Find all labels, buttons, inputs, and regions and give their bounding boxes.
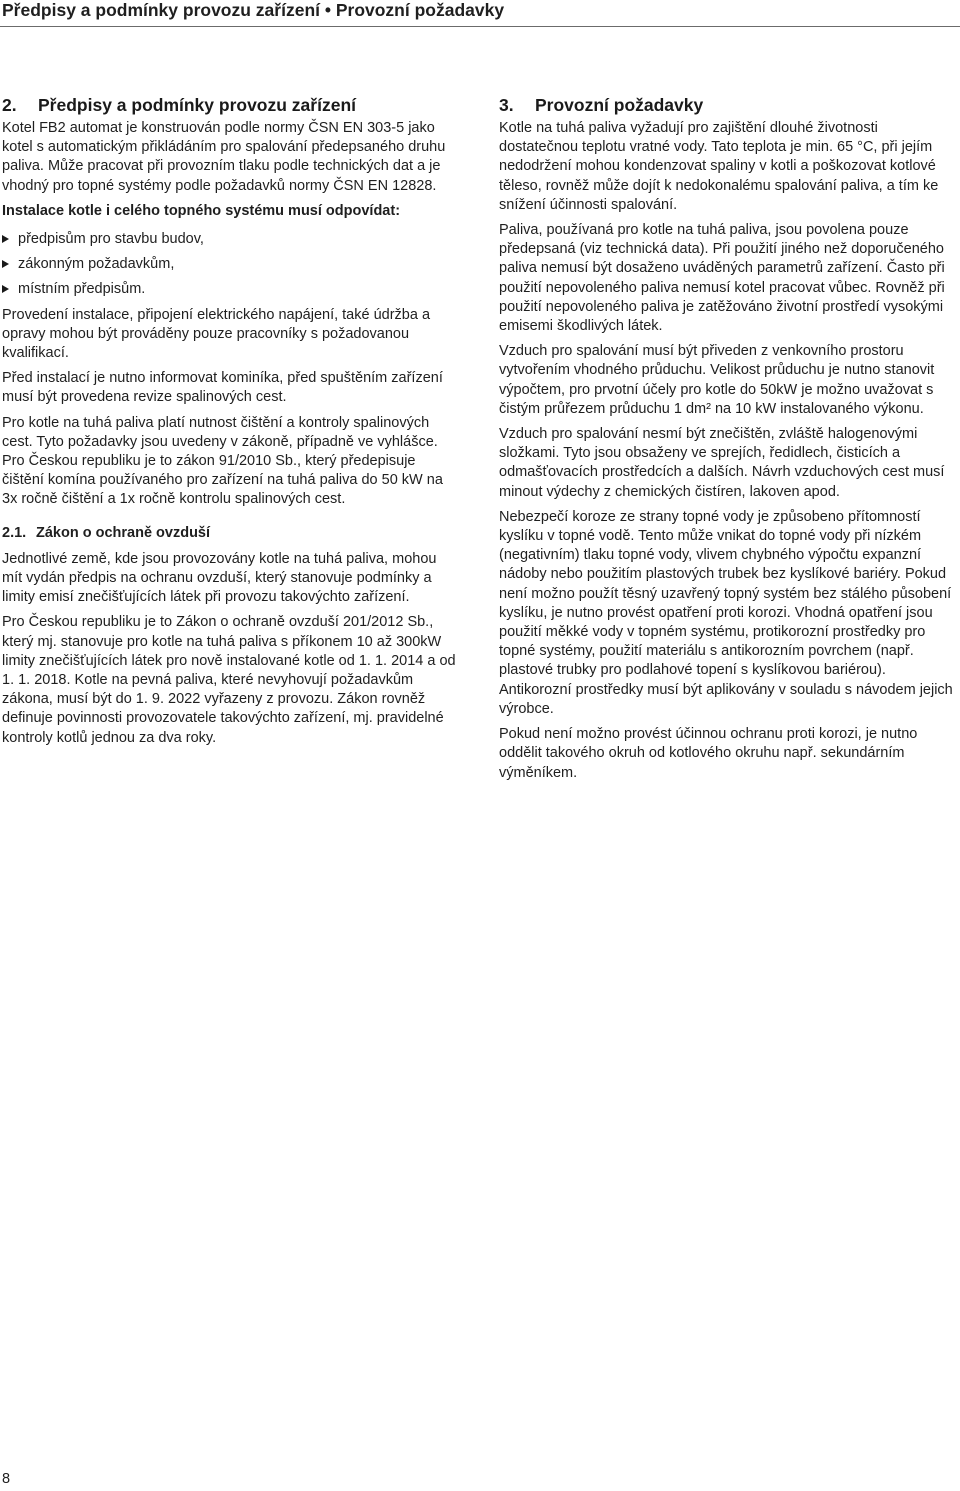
section-3-paragraph: Vzduch pro spalování musí být přiveden z venkovního prostoru vytvořením vhodného průduchu. Velikost průduchu je nutno stanovit výpočtem, pro prvotní účely pro kotle do 50kW je možno uvažovat s čistým průřezem průduchu 1 dm² na 10 kW instalovaného výkonu.: [499, 343, 935, 417]
list-item-text: předpisům pro stavbu budov,: [18, 231, 204, 248]
section-2-1-paragraph-1: Jednotlivé země, kde jsou provozovány kotle na tuhá paliva, mohou mít vydán předpis na ochranu ovzduší, který stanovuje podmínky a limity emisí znečišťujících látek při provozu takovýchto zařízení.: [2, 550, 437, 606]
list-item: [2, 255, 460, 274]
section-3-number: 3.: [499, 95, 514, 115]
section-2-number: 2.: [2, 95, 17, 115]
section-3-paragraph: Vzduch pro spalování nesmí být znečištěn, zvláště halogenovými složkami. Tyto jsou obsaženy ve sprejích, ředidlech, čisticích a odmašťovacích prostředcích a dalších. Návrh vzduchových cest musí minout výdechy z chemických čistíren, lakoven apod.: [499, 426, 945, 500]
section-3-paragraph: Kotle na tuhá paliva vyžadují pro zajištění dlouhé životnosti dostatečnou teplotu vratné vody. Tato teplota je min. 65 °C, při jejím nedodržení mohou kondenzovat spaliny v kotli a poškozovat kotlové těleso, rovněž může dojít k nedokonalému spalování paliva, a tím ke snížení účinnosti spalování.: [499, 120, 939, 213]
section-3-paragraph: Paliva, používaná pro kotle na tuhá paliva, jsou povolena pouze předepsaná (viz technická data). Při použití jiného než doporučeného paliva nemusí být dosaženo uváděných parametrů zařízení. Často při použití nepovoleného paliva nemusí kotel pracovat vůbec. Rovněž při použití nepovoleného paliva je zatěžováno životní prostředí vysokými emisemi škodlivých látek.: [499, 222, 945, 335]
section-2-1-title: Zákon o ochraně ovzduší: [36, 524, 211, 541]
list-item: [2, 230, 460, 249]
paragraph-provedeni: Provedení instalace, připojení elektrického napájení, také údržba a opravy mohou být prováděny pouze pracovníky s požadovanou kvalifikací.: [2, 306, 431, 362]
page-number: 8: [2, 1471, 11, 1487]
section-3-title: Provozní požadavky: [535, 95, 704, 115]
section-2-1-heading: [2, 524, 460, 543]
section-2-1-paragraph-2: Pro Českou republiku je to Zákon o ochraně ovzduší 201/2012 Sb., který mj. stanovuje pro kotle na tuhá paliva s příkonem 10 až 300kW limity znečišťujících látek pro nově instalované kotle od 1. 1. 2014 a od 1. 1. 2018. Kotle na pevná paliva, které nevyhovují požadavkům zákona, musí být do 1. 9. 2022 vyřazeny z provozu. Zákon rovněž definuje povinnosti provozovatele takovýchto zařízení, mj. pravidelné kontroly kotlů jednou za dva roky.: [2, 614, 456, 746]
section-3-heading: [499, 94, 957, 116]
paragraph-cisteni: Pro kotle na tuhá paliva platí nutnost čištění a kontroly spalinových cest. Tyto požadavky jsou uvedeny v zákoně, případně ve vyhlášce. Pro Českou republiku je to zákon 91/2010 Sb., který předepisuje čištění komína používaného pro zařízení na tuhá paliva do 50 kW na 3x ročně čištění a 1x ročně kontrolu spalinových cest.: [2, 414, 443, 508]
section-3-paragraph: Nebezpečí koroze ze strany topné vody je způsobeno přítomností kyslíku v topné vodě. Tento může vnikat do topné vody při nízkém (negativním) tlaku topné vody, vlivem chybného výpočtu expanzní nádoby nebo použitím plastových trubek bez kyslíkové bariéry. Pokud není možno použít těsný uzavřený topný systém bez stálého působení kyslíku, je nutno provést opatření proti korozi. Vhodná opatření jsou použití měkké vody v topném systému, protikorozní prostředky pro topné systémy, použití materiálu s antikorozním povrchem (např. plastové trubky pro podlahové topení s kyslíkovou bariérou). Antikorozní prostředky musí být aplikovány v souladu s návodem jejich výrobce.: [499, 508, 953, 717]
triangle-bullet-icon: [2, 285, 9, 293]
list-item-text: zákonným požadavkům,: [18, 256, 175, 273]
section-3-paragraph: Pokud není možno provést účinnou ochranu proti korozi, je nutno oddělit takového okruh od kotlového okruhu např. sekundárním výměníkem.: [499, 726, 918, 781]
section-2-title: Předpisy a podmínky provozu zařízení: [38, 95, 356, 115]
install-requirements-list: [2, 230, 460, 300]
list-item: [2, 280, 460, 299]
list-item-text: místním předpisům.: [18, 281, 146, 298]
install-heading: Instalace kotle i celého topného systému musí odpovídat:: [2, 202, 401, 219]
paragraph-kominik: Před instalací je nutno informovat kominíka, před spuštěním zařízení musí být provedena revize spalinových cest.: [2, 370, 443, 406]
section-2-heading: [2, 94, 460, 116]
section-2-1-number: 2.1.: [2, 524, 27, 541]
triangle-bullet-icon: [2, 260, 9, 268]
right-column: [499, 94, 957, 789]
section-2-intro: Kotel FB2 automat je konstruován podle normy ČSN EN 303-5 jako kotel s automatickým přikládáním pro spalování předepsaného druhu paliva. Může pracovat při provozním tlaku podle technických dat a je vhodný pro topné systémy podle požadavků normy ČSN EN 12828.: [2, 120, 446, 194]
left-column: [2, 94, 460, 754]
page-header: [0, 0, 960, 27]
header-title: Předpisy a podmínky provozu zařízení • Provozní požadavky: [2, 0, 505, 20]
triangle-bullet-icon: [2, 235, 9, 243]
